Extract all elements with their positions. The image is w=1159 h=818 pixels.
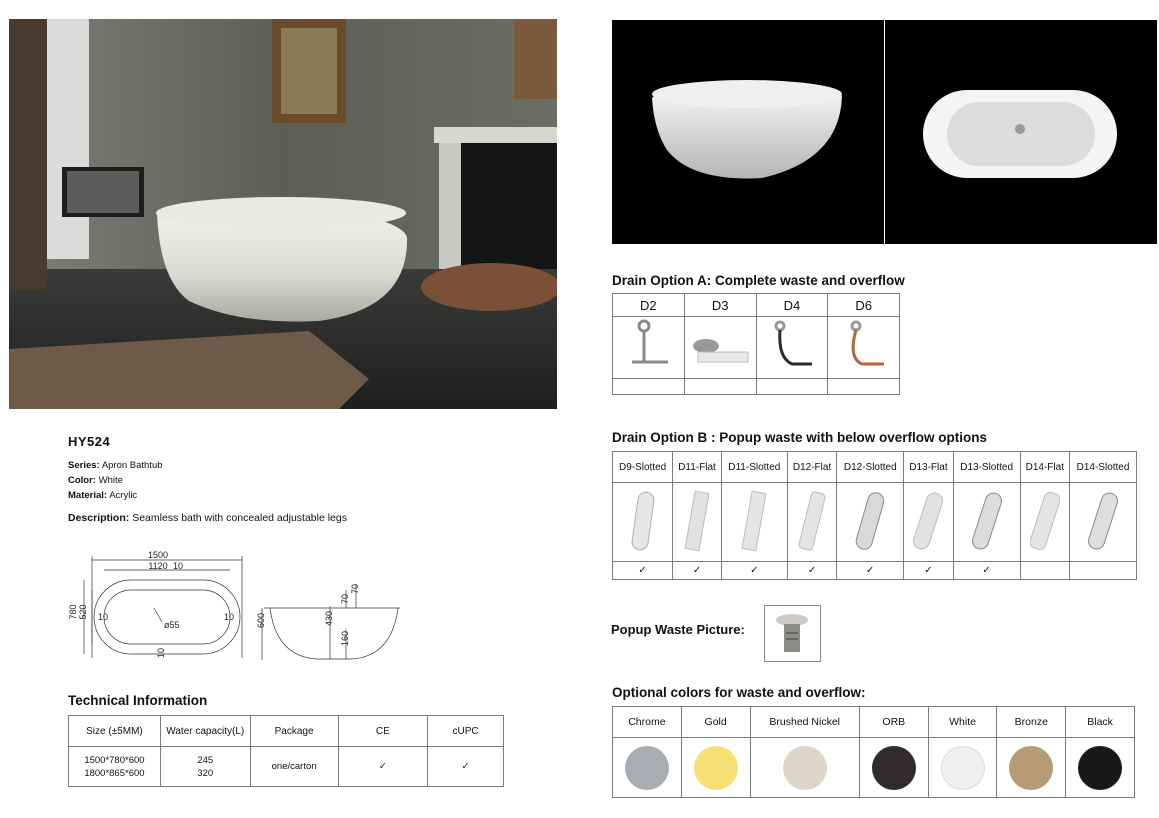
overflow-cover-icon <box>682 488 712 554</box>
color-name: Black <box>1066 707 1135 738</box>
dim-10b: 10 <box>98 612 109 622</box>
popup-waste-label: Popup Waste Picture: <box>611 622 745 637</box>
table-row <box>69 747 504 787</box>
color-swatch <box>941 746 985 790</box>
drain-b-option: D13-Slotted <box>953 452 1020 483</box>
tub-side-view-image <box>612 20 884 244</box>
size-cell <box>69 747 161 787</box>
dim-430: 430 <box>324 610 334 626</box>
dim-1120: 1120 <box>148 561 168 571</box>
drain-b-tick: ✓ <box>673 562 722 580</box>
drain-b-option: D14-Slotted <box>1070 452 1137 483</box>
drain-a-table <box>612 293 900 395</box>
model-number: HY524 <box>68 434 111 449</box>
technical-heading: Technical Information <box>68 693 208 708</box>
overflow-cover-icon <box>1088 488 1118 554</box>
drain-b-option: D11-Slotted <box>721 452 787 483</box>
overflow-cover-icon <box>972 488 1002 554</box>
drain-b-option: D12-Slotted <box>837 452 904 483</box>
tub-top-view-image <box>885 20 1157 244</box>
dim-520: 520 <box>78 604 88 620</box>
color-swatch <box>625 746 669 790</box>
series-value: Apron Bathtub <box>101 460 163 471</box>
color-name: Chrome <box>613 707 682 738</box>
package-cell: one/carton <box>250 747 338 787</box>
material-line <box>68 490 137 501</box>
drain-b-table <box>612 451 1137 580</box>
capacity-2: 320 <box>197 767 214 779</box>
dim-70a: 70 <box>340 593 350 604</box>
overflow-cover-icon <box>1030 488 1060 554</box>
drain-b-tick <box>1020 562 1070 580</box>
dim-10a: 10 <box>173 561 184 571</box>
material-label: Material: <box>68 490 108 501</box>
drain-b-tick: ✓ <box>837 562 904 580</box>
color-swatch <box>1078 746 1122 790</box>
dim-160: 160 <box>340 630 350 646</box>
drain-d2-image <box>613 317 685 379</box>
color-name: ORB <box>859 707 928 738</box>
color-value: White <box>98 475 123 486</box>
drain-b-option: D11-Flat <box>673 452 722 483</box>
drain-b-option: D13-Flat <box>904 452 954 483</box>
top-view-dimension-drawing <box>64 548 254 663</box>
drain-b-tick: ✓ <box>721 562 787 580</box>
color-swatch <box>872 746 916 790</box>
drain-d6-icon <box>834 318 894 374</box>
col-cupc: cUPC <box>428 716 504 747</box>
size-1: 1500*780*600 <box>84 754 145 766</box>
description-line <box>68 512 347 524</box>
overflow-cover-icon <box>797 488 827 554</box>
color-swatch <box>694 746 738 790</box>
drain-d2-icon <box>618 318 678 374</box>
drain-a-heading: Drain Option A: Complete waste and overflow <box>612 273 905 288</box>
col-ce: CE <box>338 716 428 747</box>
overflow-cover-icon <box>855 488 885 554</box>
drain-b-option: D14-Flat <box>1020 452 1070 483</box>
dim-10d: 10 <box>156 647 166 658</box>
dim-70b: 70 <box>350 584 360 594</box>
overflow-cover-icon <box>739 488 769 554</box>
col-package: Package <box>250 716 338 747</box>
overflow-cover-icon <box>913 488 943 554</box>
dim-drain: ø55 <box>164 620 180 630</box>
colors-heading: Optional colors for waste and overflow: <box>612 685 866 700</box>
drain-d4-icon <box>762 318 822 374</box>
drain-b-tick: ✓ <box>904 562 954 580</box>
popup-waste-icon <box>765 606 820 661</box>
drain-a-option: D4 <box>756 294 828 317</box>
color-name: Brushed Nickel <box>750 707 859 738</box>
color-name: Gold <box>681 707 750 738</box>
drain-b-tick <box>1070 562 1137 580</box>
color-swatch <box>783 746 827 790</box>
dim-10c: 10 <box>224 612 235 622</box>
capacity-cell <box>160 747 250 787</box>
technical-table <box>68 715 504 787</box>
side-view-dimension-drawing <box>252 584 404 664</box>
color-name: Bronze <box>997 707 1066 738</box>
drain-a-option: D2 <box>613 294 685 317</box>
drain-b-heading: Drain Option B : Popup waste with below overflow options <box>612 430 988 445</box>
material-value: Acrylic <box>109 490 138 501</box>
popup-waste-image <box>764 605 821 662</box>
size-2: 1800*865*600 <box>84 767 145 779</box>
cupc-cell: ✓ <box>428 747 504 787</box>
drain-d3-image <box>684 317 756 379</box>
series-label: Series: <box>68 460 100 471</box>
overflow-cover-icon <box>628 488 658 554</box>
color-name: White <box>928 707 997 738</box>
drain-b-option: D12-Flat <box>787 452 837 483</box>
drain-b-tick: ✓ <box>613 562 673 580</box>
capacity-1: 245 <box>197 754 214 766</box>
overflow-cover-images <box>613 483 1137 562</box>
series-line <box>68 460 163 471</box>
drain-b-option: D9-Slotted <box>613 452 673 483</box>
color-line <box>68 475 123 486</box>
col-capacity: Water capacity(L) <box>160 716 250 747</box>
dim-600: 600 <box>256 612 266 628</box>
drain-d4-image <box>756 317 828 379</box>
col-size: Size (±5MM) <box>69 716 161 747</box>
drain-b-tick: ✓ <box>787 562 837 580</box>
description-value: Seamless bath with concealed adjustable legs <box>132 512 347 524</box>
dim-1500: 1500 <box>147 550 169 560</box>
drain-b-tick: ✓ <box>953 562 1020 580</box>
drain-d3-icon <box>688 318 752 374</box>
drain-d6-image <box>828 317 900 379</box>
drain-a-option: D6 <box>828 294 900 317</box>
colors-table <box>612 706 1135 798</box>
description-label: Description: <box>68 512 130 524</box>
dim-780: 780 <box>68 604 78 620</box>
color-label: Color: <box>68 475 96 486</box>
bathroom-photo <box>9 19 557 409</box>
ce-cell: ✓ <box>338 747 428 787</box>
drain-a-option: D3 <box>684 294 756 317</box>
color-swatch <box>1009 746 1053 790</box>
